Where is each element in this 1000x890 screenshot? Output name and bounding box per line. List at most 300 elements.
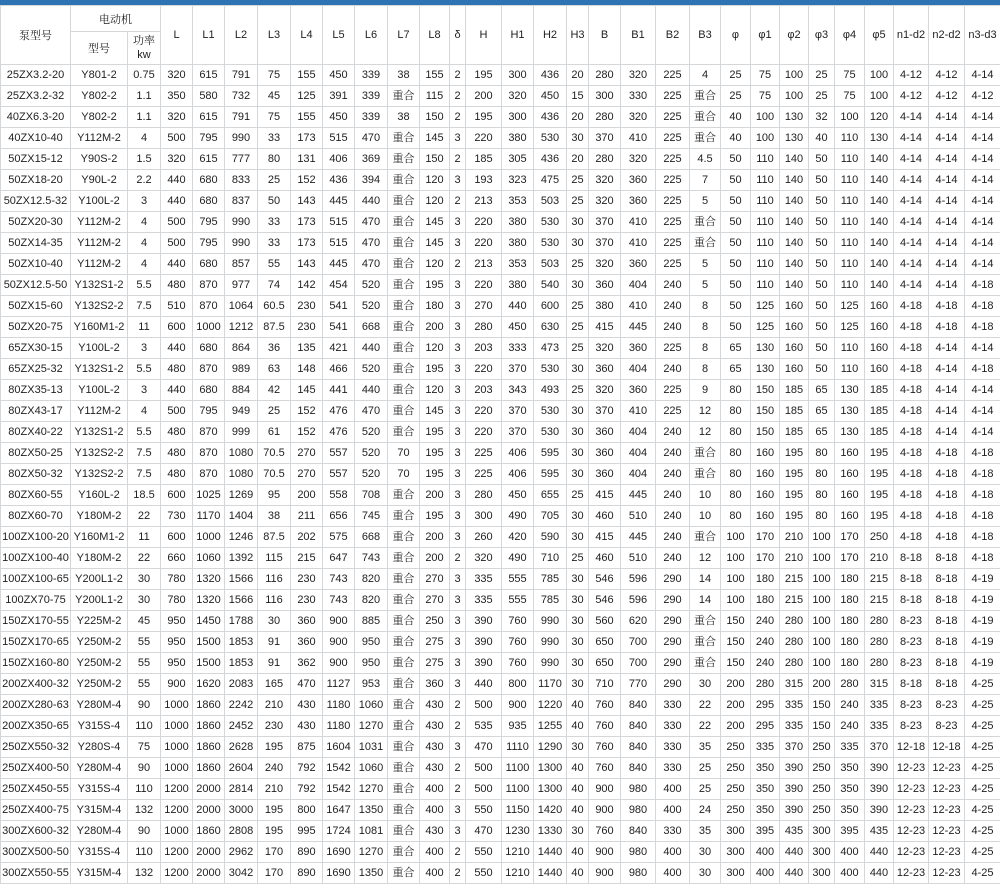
cell: 8-23 [894,632,929,653]
cell: 110 [835,338,865,359]
cell: 200 [291,485,323,506]
cell: 470 [291,674,323,695]
cell: 50 [809,170,835,191]
cell: 33 [258,212,291,233]
pump-model-cell: 300ZX500-50 [1,842,71,863]
cell: 145 [420,212,450,233]
cell: 1060 [355,758,388,779]
table-body [1,65,1000,884]
cell: 791 [225,65,258,86]
cell: 1320 [193,590,225,611]
cell: 3 [128,338,161,359]
cell: 250 [420,611,450,632]
col-header-L7: L7 [388,6,420,65]
cell: 240 [656,443,690,464]
cell: 476 [323,401,355,422]
cell: 38 [388,107,420,128]
cell: 350 [751,800,780,821]
cell: 240 [656,464,690,485]
cell: 重合 [388,254,420,275]
cell: 655 [534,485,567,506]
cell: 415 [589,317,621,338]
cell: 4 [128,401,161,422]
cell: 1350 [355,863,388,884]
cell: 900 [589,842,621,863]
cell: 重合 [388,821,420,842]
cell: 2 [450,716,466,737]
cell: 558 [323,485,355,506]
cell: 213 [466,254,502,275]
cell: 100 [751,128,780,149]
cell: 360 [589,422,621,443]
pump-model-cell: 50ZX14-35 [1,233,71,254]
cell: 400 [656,779,690,800]
cell: 4-18 [965,359,1000,380]
cell: 1566 [225,590,258,611]
cell: 20 [567,149,589,170]
cell: 290 [656,632,690,653]
cell: 225 [656,338,690,359]
cell: 1000 [193,527,225,548]
cell: 430 [420,716,450,737]
cell: 1.5 [128,149,161,170]
cell: 150 [751,380,780,401]
cell: 4-14 [929,380,965,401]
cell: 404 [621,275,656,296]
col-header-n3-d3: n3-d3 [965,6,1000,65]
cell: 1853 [225,653,258,674]
cell: 990 [225,128,258,149]
cell: 335 [835,737,865,758]
cell: 225 [656,401,690,422]
cell: 152 [291,170,323,191]
pump-spec-table [0,5,1000,884]
cell: 1500 [193,632,225,653]
cell: 1000 [161,737,193,758]
cell: Y225M-2 [71,611,128,632]
col-header-φ: φ [721,6,751,65]
cell: 4-14 [929,233,965,254]
cell: Y90L-2 [71,170,128,191]
cell: 4-14 [929,212,965,233]
cell: 225 [656,86,690,107]
cell: 12-23 [929,779,965,800]
cell: 8-23 [929,695,965,716]
cell: Y100L-2 [71,380,128,401]
pump-model-cell: 80ZX60-70 [1,506,71,527]
cell: 4-18 [965,464,1000,485]
cell: 重合 [690,464,721,485]
cell: 215 [291,548,323,569]
cell: 203 [466,338,502,359]
cell: 1170 [534,674,567,695]
col-header-δ: δ [450,6,466,65]
cell: 160 [780,338,809,359]
cell: 436 [534,107,567,128]
cell: 4-14 [929,359,965,380]
cell: 210 [865,548,894,569]
cell: 404 [621,359,656,380]
cell: 280 [589,149,621,170]
cell: 870 [193,296,225,317]
cell: 2 [450,149,466,170]
cell: 110 [835,254,865,275]
cell: 100 [721,590,751,611]
cell: 140 [780,233,809,254]
table-row [1,695,1000,716]
cell: Y200L1-2 [71,590,128,611]
table-row [1,65,1000,86]
cell: 110 [751,254,780,275]
cell: 140 [780,212,809,233]
cell: 30 [567,821,589,842]
cell: 170 [258,863,291,884]
cell: 503 [534,191,567,212]
cell: 950 [161,653,193,674]
cell: 25 [690,758,721,779]
cell: 4-25 [965,716,1000,737]
cell: 180 [835,611,865,632]
cell: 30 [567,233,589,254]
cell: 820 [355,590,388,611]
cell: 30 [567,569,589,590]
cell: 1220 [534,695,567,716]
cell: 重合 [388,611,420,632]
cell: 700 [621,632,656,653]
cell: 30 [690,674,721,695]
cell: 25 [567,191,589,212]
table-row [1,86,1000,107]
cell: 406 [502,464,534,485]
cell: 30 [567,632,589,653]
cell: 225 [656,212,690,233]
cell: 2 [450,758,466,779]
cell: 160 [835,443,865,464]
cell: Y112M-2 [71,401,128,422]
cell: 55 [128,653,161,674]
cell: 4-14 [965,191,1000,212]
cell: 4-14 [965,422,1000,443]
pump-model-cell: 50ZX10-40 [1,254,71,275]
cell: 125 [751,296,780,317]
cell: 1290 [534,737,567,758]
cell: 32 [809,107,835,128]
cell: Y160M1-2 [71,527,128,548]
cell: 360 [621,170,656,191]
cell: 4-18 [965,317,1000,338]
cell: 250 [809,800,835,821]
cell: 100 [751,107,780,128]
cell: 3 [450,233,466,254]
cell: 990 [225,233,258,254]
cell: 250 [809,737,835,758]
cell: 950 [355,632,388,653]
cell: 555 [502,569,534,590]
cell: 240 [835,695,865,716]
cell: 4-18 [894,296,929,317]
cell: 870 [193,422,225,443]
cell: 2452 [225,716,258,737]
cell: 148 [291,359,323,380]
cell: 50 [809,317,835,338]
cell: 200 [721,695,751,716]
cell: 4-25 [965,821,1000,842]
cell: 1860 [193,758,225,779]
cell: 520 [355,464,388,485]
cell: 12 [690,422,721,443]
cell: 4-18 [894,422,929,443]
cell: 4-18 [929,527,965,548]
cell: 75 [751,86,780,107]
cell: 792 [291,779,323,800]
table-row [1,842,1000,863]
cell: 520 [355,275,388,296]
cell: 225 [656,191,690,212]
cell: 300 [721,821,751,842]
cell: 410 [621,401,656,422]
col-header-H3: H3 [567,6,589,65]
cell: 42 [258,380,291,401]
cell: Y280M-4 [71,695,128,716]
cell: 440 [355,338,388,359]
cell: 370 [589,233,621,254]
cell: 680 [193,380,225,401]
cell: 3 [450,674,466,695]
cell: 11 [128,527,161,548]
cell: 270 [291,443,323,464]
cell: 重合 [388,317,420,338]
cell: 180 [420,296,450,317]
cell: 30 [128,569,161,590]
cell: 4-18 [929,464,965,485]
cell: 重合 [388,653,420,674]
cell: 2 [450,863,466,884]
cell: 50 [809,233,835,254]
table-row [1,275,1000,296]
cell: 1647 [323,800,355,821]
cell: 225 [656,254,690,275]
cell: Y801-2 [71,65,128,86]
cell: 430 [291,716,323,737]
header-motor-group: 电动机 [71,6,161,32]
cell: 2 [450,779,466,800]
cell: 160 [865,338,894,359]
cell: 160 [865,296,894,317]
cell: 50 [809,359,835,380]
cell: 4-19 [965,653,1000,674]
cell: 575 [323,527,355,548]
cell: 230 [291,590,323,611]
cell: 8-18 [929,632,965,653]
cell: 440 [355,191,388,212]
cell: 370 [502,401,534,422]
cell: 353 [502,191,534,212]
cell: 280 [780,653,809,674]
cell: 12-23 [929,821,965,842]
cell: 4-18 [929,485,965,506]
cell: 25 [567,485,589,506]
cell: 4-18 [894,401,929,422]
cell: 546 [589,569,621,590]
cell: 150 [721,632,751,653]
cell: 38 [388,65,420,86]
cell: 12 [690,548,721,569]
cell: 1255 [534,716,567,737]
cell: 515 [323,212,355,233]
cell: 12-23 [894,758,929,779]
cell: 510 [621,548,656,569]
cell: 400 [751,842,780,863]
cell: 重合 [388,380,420,401]
cell: 4-14 [894,275,929,296]
cell: 315 [780,674,809,695]
cell: 重合 [690,128,721,149]
cell: 4-14 [965,254,1000,275]
cell: 100 [809,632,835,653]
cell: 140 [780,275,809,296]
cell: 215 [865,590,894,611]
cell: 270 [420,569,450,590]
pump-model-cell: 65ZX30-15 [1,338,71,359]
cell: 4-25 [965,674,1000,695]
table-row [1,716,1000,737]
cell: 50 [721,254,751,275]
cell: 370 [780,737,809,758]
cell: Y90S-2 [71,149,128,170]
cell: 40 [809,128,835,149]
cell: 330 [656,737,690,758]
cell: 4 [690,65,721,86]
cell: 195 [865,485,894,506]
table-row [1,485,1000,506]
cell: 3 [450,800,466,821]
cell: 330 [656,695,690,716]
cell: 100 [865,86,894,107]
cell: 4-14 [929,254,965,275]
cell: 25 [567,170,589,191]
cell: 2083 [225,674,258,695]
cell: 900 [323,632,355,653]
cell: 140 [865,275,894,296]
cell: 4-18 [894,527,929,548]
cell: 290 [656,569,690,590]
cell: 445 [323,191,355,212]
cell: 350 [835,758,865,779]
cell: 125 [835,317,865,338]
cell: 1404 [225,506,258,527]
cell: 4-18 [894,380,929,401]
cell: 25 [567,254,589,275]
cell: 91 [258,653,291,674]
cell: 7 [690,170,721,191]
cell: 140 [780,170,809,191]
cell: 重合 [388,758,420,779]
cell: 4-25 [965,695,1000,716]
cell: 215 [780,590,809,611]
cell: 9 [690,380,721,401]
cell: 80 [721,401,751,422]
cell: 225 [656,233,690,254]
cell: 250 [865,527,894,548]
cell: 390 [466,653,502,674]
cell: Y315M-4 [71,800,128,821]
cell: 300 [466,506,502,527]
cell: 500 [161,128,193,149]
cell: 8-18 [894,548,929,569]
cell: 370 [589,212,621,233]
cell: 5.5 [128,275,161,296]
cell: 211 [291,506,323,527]
cell: 600 [161,527,193,548]
col-header-φ2: φ2 [780,6,809,65]
cell: 30 [690,863,721,884]
cell: 360 [589,464,621,485]
cell: 1081 [355,821,388,842]
cell: 595 [534,464,567,485]
cell: 350 [751,779,780,800]
table-row [1,674,1000,695]
cell: 404 [621,464,656,485]
cell: 重合 [388,275,420,296]
cell: 440 [780,842,809,863]
cell: 430 [291,695,323,716]
cell: 40 [721,107,751,128]
cell: 4-25 [965,779,1000,800]
cell: 195 [865,464,894,485]
cell: 980 [621,779,656,800]
cell: 710 [534,548,567,569]
cell: 8-23 [894,716,929,737]
cell: 12 [690,401,721,422]
cell: 120 [420,254,450,275]
cell: 390 [865,800,894,821]
cell: 760 [589,758,621,779]
cell: 890 [291,863,323,884]
cell: 55 [258,254,291,275]
cell: 333 [502,338,534,359]
cell: 180 [835,590,865,611]
cell: 4-18 [965,485,1000,506]
cell: 8-18 [929,569,965,590]
cell: 150 [809,716,835,737]
cell: 330 [656,758,690,779]
cell: 436 [534,65,567,86]
cell: 4-18 [965,296,1000,317]
cell: 12-23 [894,800,929,821]
cell: 250 [721,737,751,758]
cell: 1500 [193,653,225,674]
cell: 220 [466,401,502,422]
pump-model-cell: 65ZX25-32 [1,359,71,380]
cell: 8-23 [894,695,929,716]
cell: 195 [420,422,450,443]
cell: 320 [589,191,621,212]
cell: 540 [534,275,567,296]
table-header [1,6,1000,65]
cell: 3 [450,338,466,359]
cell: 4-14 [965,65,1000,86]
cell: 225 [466,443,502,464]
cell: 重合 [388,863,420,884]
col-header-H2: H2 [534,6,567,65]
cell: 36 [258,338,291,359]
cell: 840 [621,821,656,842]
cell: Y132S1-2 [71,422,128,443]
cell: 1330 [534,821,567,842]
cell: 145 [420,401,450,422]
cell: 864 [225,338,258,359]
cell: 40 [567,695,589,716]
